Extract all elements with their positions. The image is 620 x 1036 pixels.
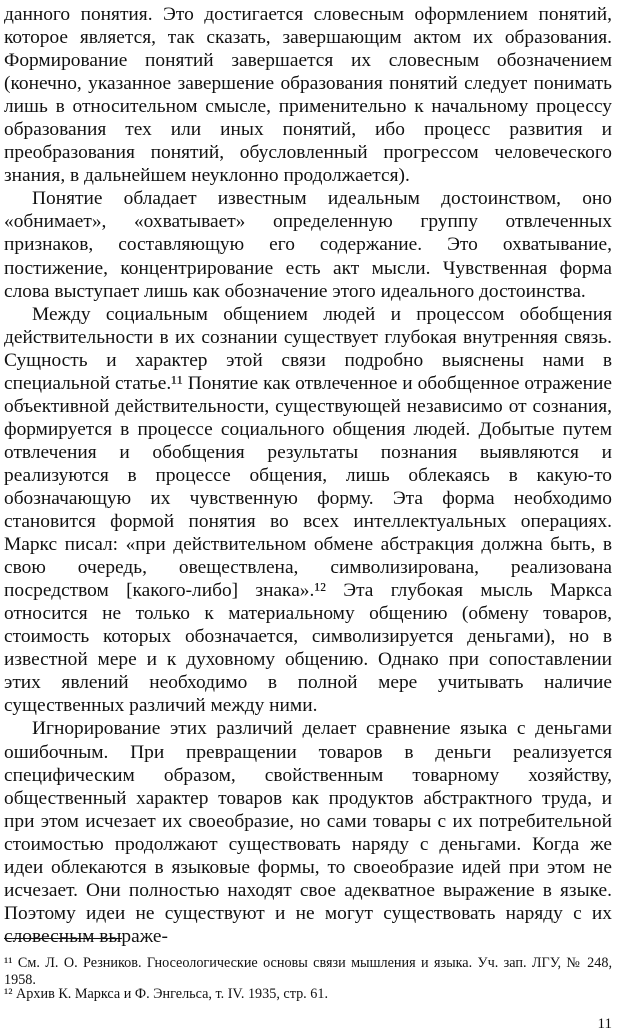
- paragraph-3: Между социальным общением людей и процессом обобщения действительности в их сознании существует глубокая внутренняя связь. Сущность и характер этой связи подробно выяснены нами в специальной статье.¹¹ Понятие как отвлеченное и обобщенное отражение объективной действительности, существующей независимо от сознания, формируется в процессе социального общения людей. Добытые путем отвлечения и обобщения результаты познания выявляются и реализуются в процессе общения, лишь облекаясь в какую-то обозначающую их чувственную форму. Эта форма необходимо становится формой понятия во всех интеллектуальных операциях. Маркс писал: «при действительном обмене абстракция должна быть, в свою очередь, овеществлена, символизирована, реализована посредством [какого-либо] знака».¹² Эта глубокая мысль Маркса относится не только к материальному общению (обмену товаров, стоимость которых обозначается, символизируется деньгами), но в известной мере и к духовному общению. Однако при сопоставлении этих явлений необходимо в полной мере учитывать наличие существенных различий между ними.: [4, 303, 612, 717]
- paragraph-4: Игнорирование этих различий делает сравнение языка с деньгами ошибочным. При превращении товаров в деньги реализуется специфическим образом, свойственным товарному хозяйству, общественный характер товаров как продуктов абстрактного труда, и при этом исчезает их своеобразие, но сами товары с их потребительной стоимостью продолжают существовать наряду с деньгами. Когда же идеи облекаются в языковые формы, то своеобразие идей при этом не исчезает. Они полностью находят свое адекватное выражение в языке. Поэтому идеи не существуют и не могут существовать наряду с их словесным выраже-: [4, 718, 612, 947]
- page-number: 11: [597, 1016, 612, 1032]
- footnote-11: ¹¹ См. Л. О. Резников. Гносеологические основы связи мышления и языка. Уч. зап. ЛГУ, № 248, 1958.: [4, 955, 612, 988]
- footnote-12: ¹² Архив К. Маркса и Ф. Энгельса, т. IV. 1935, стр. 61.: [4, 986, 329, 1002]
- paragraph-1: данного понятия. Это достигается словесным оформлением понятий, которое является, так сказать, завершающим актом их образования. Формирование понятий завершается их словесным обозначением (конечно, указанное завершение образования понятий следует понимать лишь в относительном смысле, применительно к начальному процессу образования тех или иных понятий, ибо процесс развития и преобразования понятий, обусловленный прогрессом человеческого знания, в дальнейшем неуклонно продолжается).: [4, 4, 612, 187]
- footnote-divider: [4, 938, 122, 939]
- main-text: [4, 3, 612, 948]
- paragraph-2: Понятие обладает известным идеальным достоинством, оно «обнимает», «охватывает» определенную группу отвлеченных признаков, составляющую его содержание. Это охватывание, постижение, концентрирование есть акт мысли. Чувственная форма слова выступает лишь как обозначение этого идеального достоинства.: [4, 188, 612, 302]
